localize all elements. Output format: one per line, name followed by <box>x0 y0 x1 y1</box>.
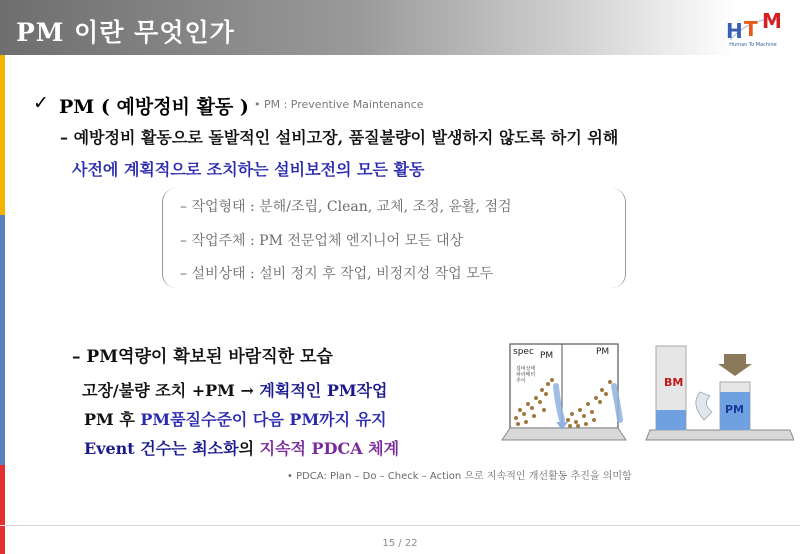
pm-figure <box>498 340 794 452</box>
flow-arrow <box>696 392 712 420</box>
pm-bar-label: PM <box>725 403 745 416</box>
parameter-dot <box>590 410 594 414</box>
parameter-dot <box>592 418 596 422</box>
parameter-dot <box>516 422 520 426</box>
bm-bar-fill <box>656 410 686 430</box>
parameter-dot <box>544 392 548 396</box>
spec-label: spec <box>513 347 534 357</box>
logo-letter-h: H <box>726 19 743 42</box>
pm-label-2: PM <box>596 347 610 357</box>
parameter-dot <box>566 418 570 422</box>
parameter-dot <box>598 400 602 404</box>
desired-line-3-c: 지속적 PDCA 체계 <box>259 439 400 458</box>
parameter-dot <box>608 380 612 384</box>
htm-logo-mark <box>722 10 784 42</box>
desired-line-1 <box>82 378 387 401</box>
bm-label: BM <box>664 376 684 389</box>
down-arrow-icon <box>718 354 752 376</box>
parameter-dot <box>514 416 518 420</box>
desired-line-2-b: PM품질수준이 다음 PM까지 유지 <box>140 410 387 429</box>
parameter-dot <box>570 412 574 416</box>
parameter-dot <box>522 412 526 416</box>
parameter-dot <box>604 392 608 396</box>
bar-base <box>646 430 794 440</box>
parameter-dot <box>540 388 544 392</box>
parameter-dot <box>576 424 580 428</box>
desired-line-1-a: 고장/불량 조치 +PM → <box>82 381 260 400</box>
parameter-dot <box>600 388 604 392</box>
parameter-dot <box>526 402 530 406</box>
accent-bar-blue <box>0 215 5 465</box>
parameter-dot <box>534 396 538 400</box>
parameter-dot <box>594 396 598 400</box>
logo-letter-t: T <box>744 17 758 41</box>
chart-base <box>502 428 626 440</box>
parameter-dot <box>586 402 590 406</box>
pm-heading: PM ( 예방정비 활동 ) <box>59 96 249 118</box>
chart-parameter-note: 설비상태 파라메터 추이 <box>516 366 536 384</box>
page-number: 15 / 22 <box>382 538 418 549</box>
check-icon: ✓ <box>33 92 49 114</box>
desired-line-2-a: PM 후 <box>84 410 141 429</box>
logo-letter-m: M <box>762 10 782 33</box>
logo-subtitle: Human To Machine <box>729 42 777 48</box>
parameter-dot <box>538 400 542 404</box>
parameter-dot <box>578 408 582 412</box>
desired-state-heading: – PM역량이 확보된 바람직한 모습 <box>72 347 333 367</box>
parameter-dot <box>546 382 550 386</box>
definition-line: 사전에 계획적으로 조치하는 설비보전의 모든 활동 <box>72 160 425 179</box>
pm-note: • PM : Preventive Maintenance <box>254 98 424 111</box>
htm-logo <box>722 10 784 56</box>
brace-item-work-subject: – 작업주체 : PM 전문업체 엔지니어 모든 대상 <box>180 233 464 249</box>
parameter-dot <box>530 406 534 410</box>
accent-bar-yellow <box>0 55 5 215</box>
pm-figure-graphic <box>498 340 794 452</box>
parameter-dot <box>524 420 528 424</box>
footer-divider <box>0 525 800 526</box>
purpose-line: – 예방정비 활동으로 돌발적인 설비고장, 품질불량이 발생하지 않도록 하기 위해 <box>60 128 619 147</box>
desired-line-3 <box>84 436 399 459</box>
slide-title: PM 이란 무엇인가 <box>16 18 235 47</box>
brace-item-work-type: – 작업형태 : 분해/조립, Clean, 교체, 조정, 윤활, 점검 <box>180 199 512 215</box>
pdca-note: • PDCA: Plan – Do – Check – Action 으로 지속적인 개선활동 추진을 의미함 <box>287 471 632 482</box>
parameter-dot <box>518 408 522 412</box>
brace-item-equipment-state: – 설비상태 : 설비 정지 후 작업, 비정지성 작업 모두 <box>180 266 494 282</box>
desired-line-3-a: Event 건수는 최소화 <box>84 439 239 458</box>
parameter-dot <box>542 408 546 412</box>
parameter-dot <box>550 378 554 382</box>
title-bar <box>0 0 800 55</box>
parameter-dot <box>574 420 578 424</box>
desired-line-2 <box>84 407 387 430</box>
parameter-dot <box>568 424 572 428</box>
desired-line-3-b: 의 <box>238 439 260 458</box>
parameter-dot <box>584 422 588 426</box>
parameter-dot <box>532 414 536 418</box>
pm-label-1: PM <box>540 351 554 361</box>
desired-line-1-b: 계획적인 PM작업 <box>259 381 388 400</box>
parameter-dot <box>582 414 586 418</box>
